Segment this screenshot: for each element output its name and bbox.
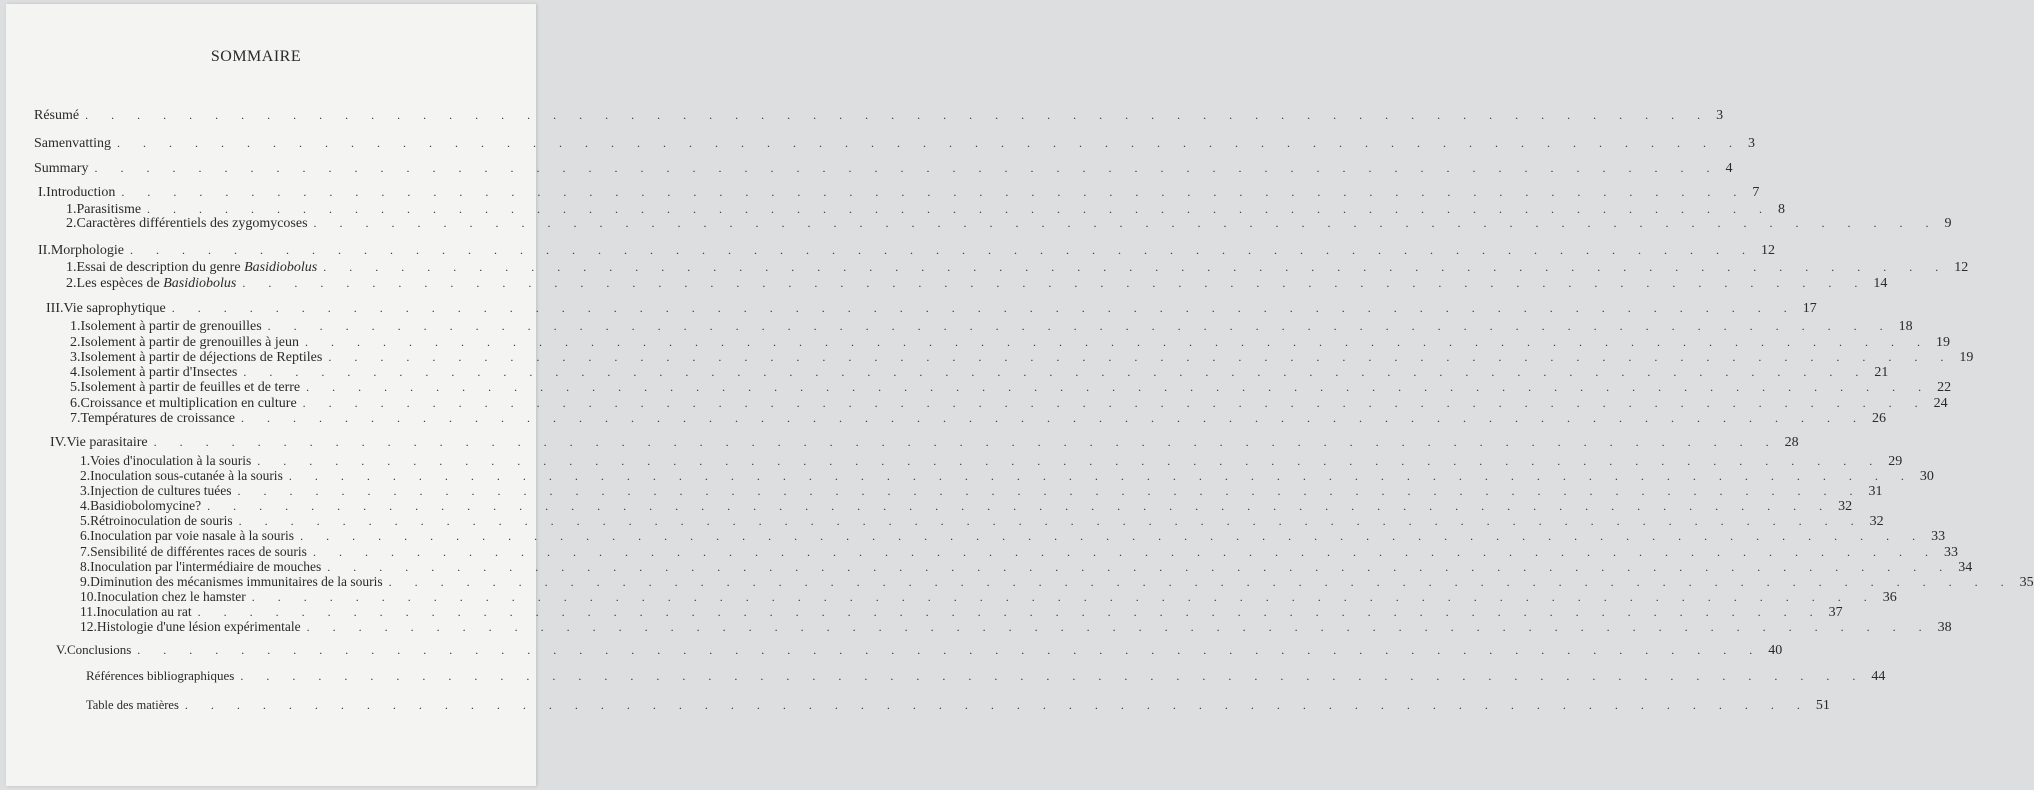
document-page <box>6 4 2034 786</box>
toc-entry <box>34 136 1755 152</box>
toc-entry-label: Histologie d'une lésion expérimentale <box>96 619 301 634</box>
toc-entry-label: Isolement à partir de grenouilles <box>80 319 262 334</box>
toc-entry-label: Table des matières <box>86 698 179 712</box>
toc-entry-label: Parasitisme <box>76 202 142 217</box>
toc-entry <box>80 619 1952 636</box>
toc-entry-page: 4 <box>1725 161 1733 176</box>
toc-entry-number: 2. <box>66 216 77 231</box>
toc-entry-number: 1. <box>70 319 81 334</box>
dot-leader: . . . . . . . . . . . . . . . . . . . . . . . . . . . . . . . . . . . . . . . . . . . . . . . . . . . . . . . . . . . . . . . <box>242 276 1868 290</box>
dot-leader: . . . . . . . . . . . . . . . . . . . . . . . . . . . . . . . . . . . . . . . . . . . . . . . . . . . . . . . . . . . . . . . <box>184 698 1810 712</box>
toc-entry <box>56 642 1783 659</box>
toc-entry-page: 17 <box>1802 301 1817 316</box>
toc-entry-label: Résumé <box>34 108 80 123</box>
dot-leader: . . . . . . . . . . . . . . . . . . . . . . . . . . . . . . . . . . . . . . . . . . . . . . . . . . . . . . . . . . . . . . . <box>137 643 1763 657</box>
dot-leader: . . . . . . . . . . . . . . . . . . . . . . . . . . . . . . . . . . . . . . . . . . . . . . . . . . . . . . . . . . . . . . . <box>207 499 1833 513</box>
toc-entry-page: 40 <box>1768 643 1783 658</box>
toc-entry-page: 28 <box>1784 435 1799 450</box>
toc-entry-italic: Basidiobolus <box>244 260 318 275</box>
toc-entry <box>86 668 1886 685</box>
toc-entry-number: 2. <box>80 468 91 483</box>
toc-entry-page: 7 <box>1752 185 1760 200</box>
dot-leader: . . . . . . . . . . . . . . . . . . . . . . . . . . . . . . . . . . . . . . . . . . . . . . . . . . . . . . . . . . . . . . . <box>241 411 1866 425</box>
toc-entry-label: Les espèces de Basidiobolus <box>76 276 237 291</box>
toc-entry <box>70 396 1948 412</box>
dot-leader: . . . . . . . . . . . . . . . . . . . . . . . . . . . . . . . . . . . . . . . . . . . . . . . . . . . . . . . . . . . . . . . <box>129 243 1755 257</box>
toc-entry-number: II. <box>38 243 51 258</box>
toc-entry-page: 14 <box>1873 276 1888 291</box>
toc-entry-page: 51 <box>1815 698 1830 713</box>
toc-entry-label: Introduction <box>46 185 116 200</box>
toc-entry-number: 7. <box>80 544 91 559</box>
dot-leader: . . . . . . . . . . . . . . . . . . . . . . . . . . . . . . . . . . . . . . . . . . . . . . . . . . . . . . . . . . . . . . . <box>153 435 1779 449</box>
toc-entry-page: 38 <box>1937 620 1952 635</box>
toc-entry-number: 4. <box>80 498 91 513</box>
dot-leader: . . . . . . . . . . . . . . . . . . . . . . . . . . . . . . . . . . . . . . . . . . . . . . . . . . . . . . . . . . . . . . . <box>306 380 1932 394</box>
toc-entry-number: 3. <box>80 483 91 498</box>
toc-entry-label: Essai de description du genre Basidiobolus <box>76 260 318 275</box>
toc-entry-label: Températures de croissance <box>80 411 235 426</box>
dot-leader: . . . . . . . . . . . . . . . . . . . . . . . . . . . . . . . . . . . . . . . . . . . . . . . . . . . . . . . . . . . . . . . <box>257 454 1883 468</box>
toc-entry-page: 32 <box>1869 514 1884 529</box>
toc-entry-page: 35 <box>2019 575 2034 590</box>
toc-entry <box>34 108 1724 124</box>
toc-entry-label: Inoculation par voie nasale à la souris <box>90 528 295 543</box>
toc-entry <box>70 319 1913 335</box>
page-title: SOMMAIRE <box>210 48 302 65</box>
dot-leader: . . . . . . . . . . . . . . . . . . . . . . . . . . . . . . . . . . . . . . . . . . . . . . . . . . . . . . . . . . . . . . . <box>85 108 1711 122</box>
toc-entry <box>86 698 1830 714</box>
dot-leader: . . . . . . . . . . . . . . . . . . . . . . . . . . . . . . . . . . . . . . . . . . . . . . . . . . . . . . . . . . . . . . . <box>237 484 1863 498</box>
toc-entry <box>66 276 1888 292</box>
toc-entry <box>66 260 1969 276</box>
toc-entry-label: Vie saprophytique <box>63 301 166 316</box>
toc-entry-label: Morphologie <box>50 243 124 258</box>
toc-entry <box>70 411 1886 427</box>
toc-entry-page: 34 <box>1958 560 1973 575</box>
toc-entry-page: 18 <box>1898 319 1913 334</box>
toc-entry <box>38 243 1775 259</box>
toc-entry-number: 2. <box>70 335 81 350</box>
toc-entry-label: Références bibliographiques <box>86 668 235 683</box>
toc-entry-label: Samenvatting <box>34 136 111 151</box>
toc-entry-number: IV. <box>50 435 67 450</box>
toc-entry-number: 4. <box>70 365 81 380</box>
toc-entry-page: 3 <box>1716 108 1724 123</box>
toc-entry-page: 29 <box>1888 454 1903 469</box>
toc-entry-label: Basidiobolomycine? <box>90 498 202 513</box>
toc-entry-label: Conclusions <box>66 642 132 657</box>
dot-leader: . . . . . . . . . . . . . . . . . . . . . . . . . . . . . . . . . . . . . . . . . . . . . . . . . . . . . . . . . . . . . . . <box>117 136 1742 150</box>
toc-entry-label: Voies d'inoculation à la souris <box>90 453 252 468</box>
toc-entry-italic: Basidiobolus <box>163 276 237 291</box>
toc-entry-label: Inoculation sous-cutanée à la souris <box>90 468 283 483</box>
toc-entry-number: 12. <box>80 619 97 634</box>
toc-entry-page: 31 <box>1868 484 1883 499</box>
toc-entry-page: 12 <box>1760 243 1775 258</box>
dot-leader: . . . . . . . . . . . . . . . . . . . . . . . . . . . . . . . . . . . . . . . . . . . . . . . . . . . . . . . . . . . . . . . <box>312 545 1938 559</box>
toc-entry-label: Inoculation chez le hamster <box>96 589 246 604</box>
toc-entry-label: Injection de cultures tuées <box>90 483 232 498</box>
dot-leader: . . . . . . . . . . . . . . . . . . . . . . . . . . . . . . . . . . . . . . . . . . . . . . . . . . . . . . . . . . . . . . . <box>94 161 1720 175</box>
toc-entry-page: 33 <box>1943 545 1958 560</box>
dot-leader: . . . . . . . . . . . . . . . . . . . . . . . . . . . . . . . . . . . . . . . . . . . . . . . . . . . . . . . . . . . . . . . <box>300 529 1926 543</box>
toc-entry-label: Isolement à partir de feuilles et de terre <box>80 380 301 395</box>
toc-entry <box>70 350 1974 366</box>
dot-leader: . . . . . . . . . . . . . . . . . . . . . . . . . . . . . . . . . . . . . . . . . . . . . . . . . . . . . . . . . . . . . . . <box>313 216 1939 230</box>
toc-entry <box>46 301 1817 317</box>
dot-leader: . . . . . . . . . . . . . . . . . . . . . . . . . . . . . . . . . . . . . . . . . . . . . . . . . . . . . . . . . . . . . . . <box>251 590 1877 604</box>
dot-leader: . . . . . . . . . . . . . . . . . . . . . . . . . . . . . . . . . . . . . . . . . . . . . . . . . . . . . . . . . . . . . . . <box>121 185 1747 199</box>
toc-entry <box>70 335 1950 351</box>
toc-entry-page: 8 <box>1778 202 1786 217</box>
dot-leader: . . . . . . . . . . . . . . . . . . . . . . . . . . . . . . . . . . . . . . . . . . . . . . . . . . . . . . . . . . . . . . . <box>171 301 1797 315</box>
dot-leader: . . . . . . . . . . . . . . . . . . . . . . . . . . . . . . . . . . . . . . . . . . . . . . . . . . . . . . . . . . . . . . . <box>288 469 1914 483</box>
toc-entry-label: Summary <box>34 161 89 176</box>
toc-entry-page: 21 <box>1874 365 1889 380</box>
toc-entry-page: 3 <box>1748 136 1755 151</box>
toc-entry-label: Inoculation au rat <box>96 604 192 619</box>
toc-entry-label: Isolement à partir de grenouilles à jeun <box>80 335 299 350</box>
toc-entry-page: 9 <box>1944 216 1952 231</box>
toc-entry-number: 3. <box>70 350 81 365</box>
toc-entry-label: Sensibilité de différentes races de souris <box>90 544 307 559</box>
toc-entry-page: 24 <box>1933 396 1948 411</box>
toc-entry-label: Croissance et multiplication en culture <box>80 396 297 411</box>
toc-entry-number: 1. <box>66 202 77 217</box>
toc-entry <box>70 365 1889 381</box>
toc-entry-page: 19 <box>1935 335 1950 350</box>
dot-leader: . . . . . . . . . . . . . . . . . . . . . . . . . . . . . . . . . . . . . . . . . . . . . . . . . . . . . . . . . . . . . . . <box>238 514 1864 528</box>
toc-entry-number: 7. <box>70 411 81 426</box>
toc-entry <box>80 528 1946 545</box>
toc-entry-page: 33 <box>1931 529 1946 544</box>
toc-entry-label: Isolement à partir de déjections de Reptiles <box>80 350 323 365</box>
toc-entry <box>50 435 1799 451</box>
toc-entry-number: V. <box>56 642 67 657</box>
dot-leader: . . . . . . . . . . . . . . . . . . . . . . . . . . . . . . . . . . . . . . . . . . . . . . . . . . . . . . . . . . . . . . . <box>388 575 2014 589</box>
toc-entry-number: 8. <box>80 559 91 574</box>
toc-entry-label: Diminution des mécanismes immunitaires de la souris <box>90 574 383 589</box>
dot-leader: . . . . . . . . . . . . . . . . . . . . . . . . . . . . . . . . . . . . . . . . . . . . . . . . . . . . . . . . . . . . . . . <box>240 669 1866 683</box>
toc-entry <box>38 185 1760 201</box>
toc-entry-label: Rétroinoculation de souris <box>90 513 233 528</box>
toc-entry-number: 1. <box>66 260 77 275</box>
toc-entry-number: 2. <box>66 276 77 291</box>
toc-entry <box>66 216 1952 232</box>
toc-entry-label: Inoculation par l'intermédiaire de mouches <box>90 559 322 574</box>
dot-leader: . . . . . . . . . . . . . . . . . . . . . . . . . . . . . . . . . . . . . . . . . . . . . . . . . . . . . . . . . . . . . . . <box>323 260 1949 274</box>
toc-entry-number: 1. <box>80 453 91 468</box>
toc-entry-number: 5. <box>80 513 91 528</box>
toc-entry-page: 22 <box>1937 380 1952 395</box>
dot-leader: . . . . . . . . . . . . . . . . . . . . . . . . . . . . . . . . . . . . . . . . . . . . . . . . . . . . . . . . . . . . . . . <box>327 560 1953 574</box>
toc-entry-number: 10. <box>80 589 97 604</box>
dot-leader: . . . . . . . . . . . . . . . . . . . . . . . . . . . . . . . . . . . . . . . . . . . . . . . . . . . . . . . . . . . . . . . <box>243 365 1869 379</box>
toc-entry-number: 9. <box>80 574 91 589</box>
toc-entry-number: 11. <box>80 604 97 619</box>
toc-entry-page: 26 <box>1872 411 1886 426</box>
dot-leader: . . . . . . . . . . . . . . . . . . . . . . . . . . . . . . . . . . . . . . . . . . . . . . . . . . . . . . . . . . . . . . . <box>147 202 1773 216</box>
toc-entry-label: Isolement à partir d'Insectes <box>80 365 238 380</box>
dot-leader: . . . . . . . . . . . . . . . . . . . . . . . . . . . . . . . . . . . . . . . . . . . . . . . . . . . . . . . . . . . . . . . <box>302 396 1928 410</box>
toc-entry <box>70 380 1952 396</box>
toc-entry-number: I. <box>38 185 47 200</box>
toc-entry-number: 6. <box>80 528 91 543</box>
dot-leader: . . . . . . . . . . . . . . . . . . . . . . . . . . . . . . . . . . . . . . . . . . . . . . . . . . . . . . . . . . . . . . . <box>328 350 1954 364</box>
dot-leader: . . . . . . . . . . . . . . . . . . . . . . . . . . . . . . . . . . . . . . . . . . . . . . . . . . . . . . . . . . . . . . . <box>306 620 1932 634</box>
dot-leader: . . . . . . . . . . . . . . . . . . . . . . . . . . . . . . . . . . . . . . . . . . . . . . . . . . . . . . . . . . . . . . . <box>267 319 1893 333</box>
dot-leader: . . . . . . . . . . . . . . . . . . . . . . . . . . . . . . . . . . . . . . . . . . . . . . . . . . . . . . . . . . . . . . . <box>304 335 1930 349</box>
toc-entry-number: III. <box>46 301 64 316</box>
toc-entry-page: 37 <box>1828 605 1843 620</box>
toc-entry-number: 6. <box>70 396 81 411</box>
table-of-contents <box>6 4 2034 786</box>
toc-entry-page: 30 <box>1919 469 1934 484</box>
toc-entry-page: 44 <box>1871 669 1886 684</box>
dot-leader: . . . . . . . . . . . . . . . . . . . . . . . . . . . . . . . . . . . . . . . . . . . . . . . . . . . . . . . . . . . . . . . <box>197 605 1823 619</box>
toc-entry-number: 5. <box>70 380 81 395</box>
toc-entry-label: Caractères différentiels des zygomycoses <box>76 216 308 231</box>
toc-entry-page: 19 <box>1959 350 1974 365</box>
toc-entry-label: Vie parasitaire <box>66 435 148 450</box>
toc-entry-page: 32 <box>1838 499 1853 514</box>
toc-entry <box>34 161 1733 177</box>
toc-entry-page: 12 <box>1954 260 1969 275</box>
toc-entry-page: 36 <box>1882 590 1897 605</box>
